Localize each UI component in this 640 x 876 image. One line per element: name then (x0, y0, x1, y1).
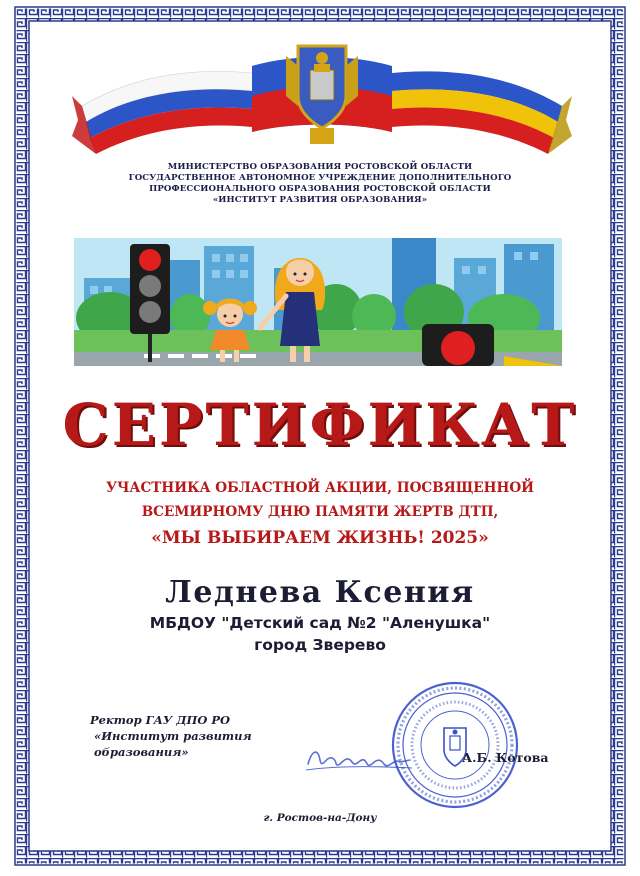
road-safety-illustration (74, 238, 562, 366)
organization-header (100, 162, 540, 206)
flag-banner (72, 36, 572, 156)
issue-place: г. Ростов-на-Дону (263, 812, 377, 824)
org-line-4: «ИНСТИТУТ РАЗВИТИЯ ОБРАЗОВАНИЯ» (212, 195, 428, 205)
certificate-subtitle (70, 476, 570, 552)
signer-line-3: образования» (94, 745, 189, 759)
recipient-school-block (60, 612, 580, 656)
subtitle-line-3: «МЫ ВЫБИРАЕМ ЖИЗНЬ! 2025» (151, 528, 489, 548)
recipient-school: МБДОУ "Детский сад №2 "Аленушка" (149, 614, 491, 632)
signer-title (90, 712, 280, 760)
recipient-city: город Зверево (254, 636, 386, 654)
certificate-title: СЕРТИФИКАТ (62, 391, 578, 459)
recipient-name: Леднева Ксения (165, 575, 475, 610)
signer-line-2: «Институт развития (94, 729, 252, 743)
signer-line-1: Ректор ГАУ ДПО РО (90, 713, 231, 727)
org-line-1: МИНИСТЕРСТВО ОБРАЗОВАНИЯ РОСТОВСКОЙ ОБЛАСТИ (167, 162, 473, 172)
subtitle-line-1: УЧАСТНИКА ОБЛАСТНОЙ АКЦИИ, ПОСВЯЩЕННОЙ (105, 480, 535, 496)
coat-of-arms-icon (286, 46, 358, 144)
subtitle-line-2: ВСЕМИРНОМУ ДНЮ ПАМЯТИ ЖЕРТВ ДТП, (141, 504, 499, 520)
org-line-3: ПРОФЕССИОНАЛЬНОГО ОБРАЗОВАНИЯ РОСТОВСКОЙ ОБЛАСТИ (149, 184, 491, 194)
org-line-2: ГОСУДАРСТВЕННОЕ АВТОНОМНОЕ УЧРЕЖДЕНИЕ ДОПОЛНИТЕЛЬНОГО (128, 173, 512, 183)
round-stamp-seal (390, 680, 520, 810)
signer-name: А.Б. Котова (462, 750, 549, 765)
